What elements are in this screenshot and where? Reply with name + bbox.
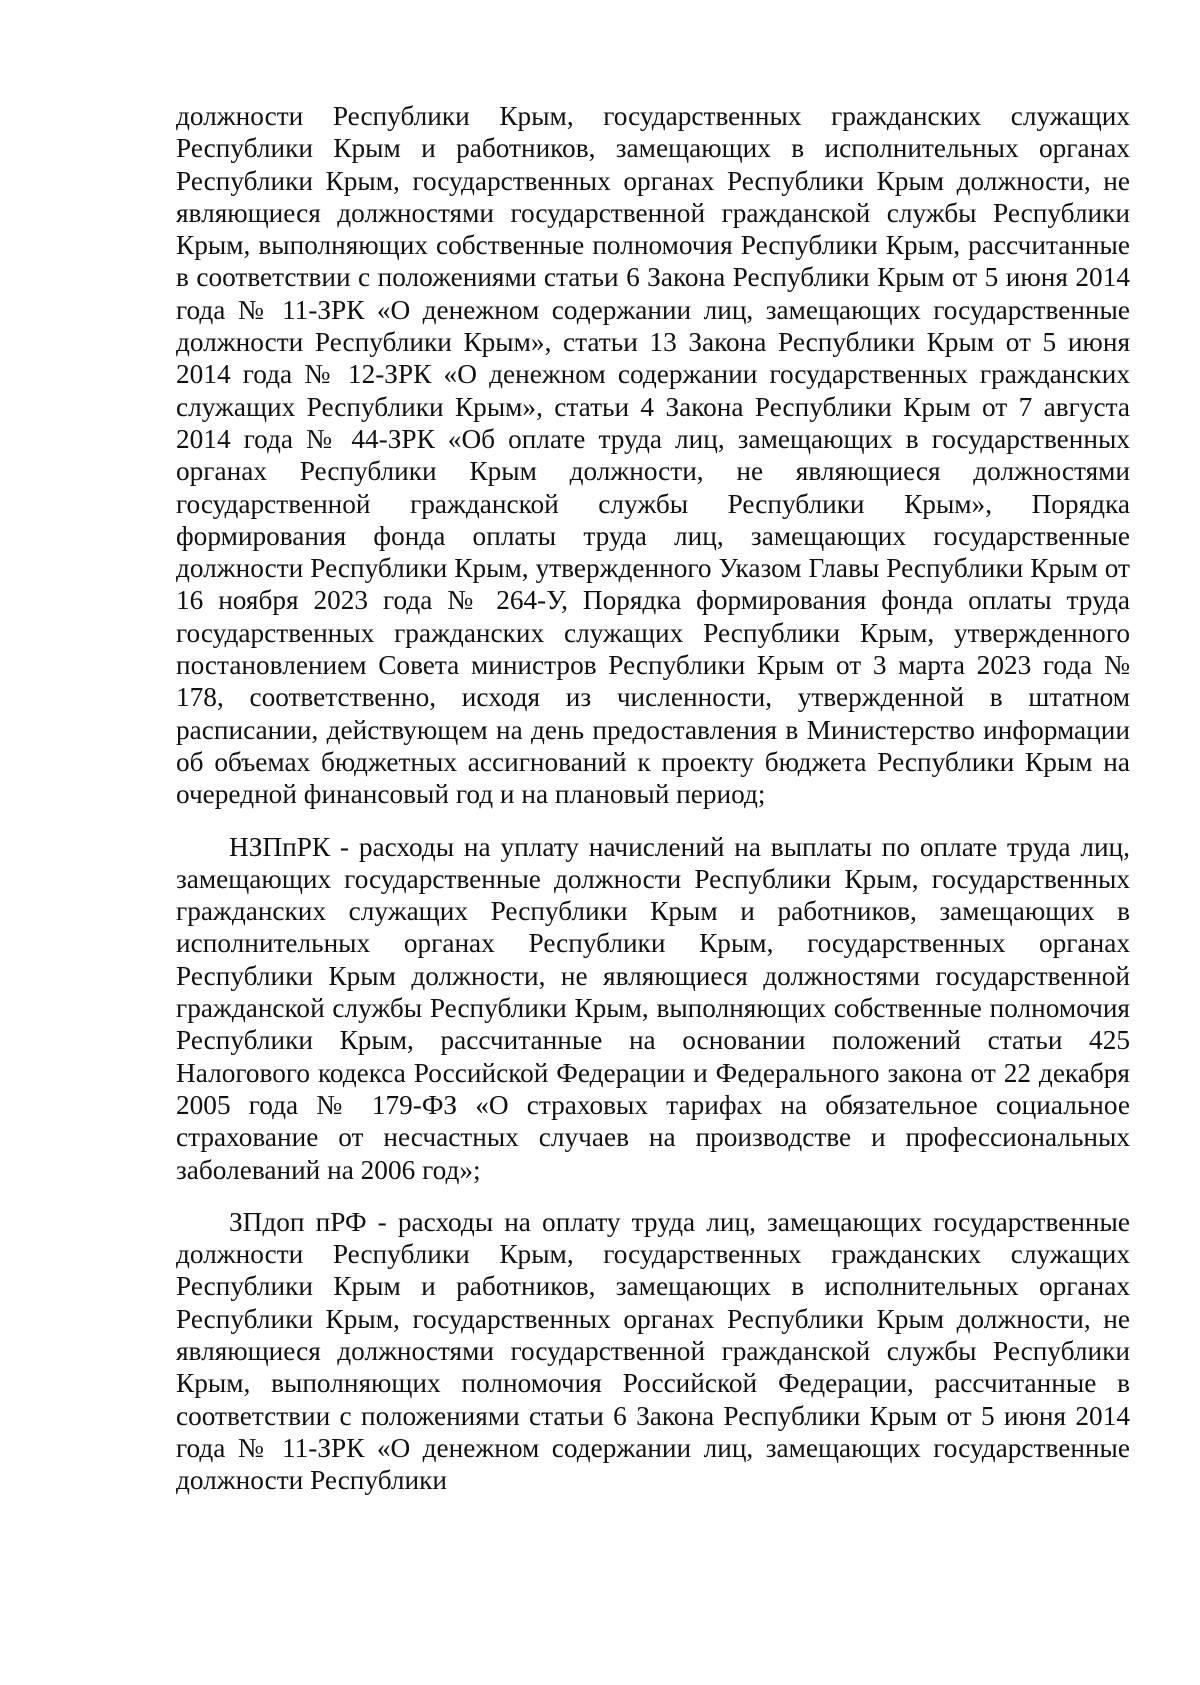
paragraph-zpdop-prf-definition: ЗПдоп пРФ - расходы на оплату труда лиц, замещающих государственные должности Республики Крым, государственных гражданских служащих Республики Крым и работников, замещающих в исполнительных органах Республики Крым, государственных органах Республики Крым должности, не являющиеся должностями государственной гражданской службы Республики Крым, выполняющих полномочия Российской Федерации, рассчитанные в соответствии с положениями статьи 6 Закона Республики Крым от 5 июня 2014 года № 11-ЗРК «О денежном содержании лиц, замещающих государственные должности Республики [176, 1206, 1130, 1496]
paragraph-nzpprk-definition: НЗПпРК - расходы на уплату начислений на выплаты по оплате труда лиц, замещающих государственные должности Республики Крым, государственных гражданских служащих Республики Крым и работников, замещающих в исполнительных органах Республики Крым, государственных органах Республики Крым должности, не являющиеся должностями государственной гражданской службы Республики Крым, выполняющих собственные полномочия Республики Крым, рассчитанные на основании положений статьи 425 Налогового кодекса Российской Федерации и Федерального закона от 22 декабря 2005 года № 179-ФЗ «О страховых тарифах на обязательное социальное страхование от несчастных случаев на производстве и профессиональных заболеваний на 2006 год»; [176, 831, 1130, 1185]
paragraph-continuation: должности Республики Крым, государственных гражданских служащих Республики Крым и работников, замещающих в исполнительных органах Республики Крым, государственных органах Республики Крым должности, не являющиеся должностями государственной гражданской службы Республики Крым, выполняющих собственные полномочия Республики Крым, рассчитанные в соответствии с положениями статьи 6 Закона Республики Крым от 5 июня 2014 года № 11-ЗРК «О денежном содержании лиц, замещающих государственные должности Республики Крым», статьи 13 Закона Республики Крым от 5 июня 2014 года № 12-ЗРК «О денежном содержании государственных гражданских служащих Республики Крым», статьи 4 Закона Республики Крым от 7 августа 2014 года № 44-ЗРК «Об оплате труда лиц, замещающих в государственных органах Республики Крым должности, не являющиеся должностями государственной гражданской службы Республики Крым», Порядка формирования фонда оплаты труда лиц, замещающих государственные должности Республики Крым, утвержденного Указом Главы Республики Крым от 16 ноября 2023 года № 264-У, Порядка формирования фонда оплаты труда государственных гражданских служащих Республики Крым, утвержденного постановлением Совета министров Республики Крым от 3 марта 2023 года № 178, соответственно, исходя из численности, утвержденной в штатном расписании, действующем на день предоставления в Министерство информации об объемах бюджетных ассигнований к проекту бюджета Республики Крым на очередной финансовый год и на плановый период; [176, 101, 1130, 810]
document-body [176, 100, 1130, 1496]
